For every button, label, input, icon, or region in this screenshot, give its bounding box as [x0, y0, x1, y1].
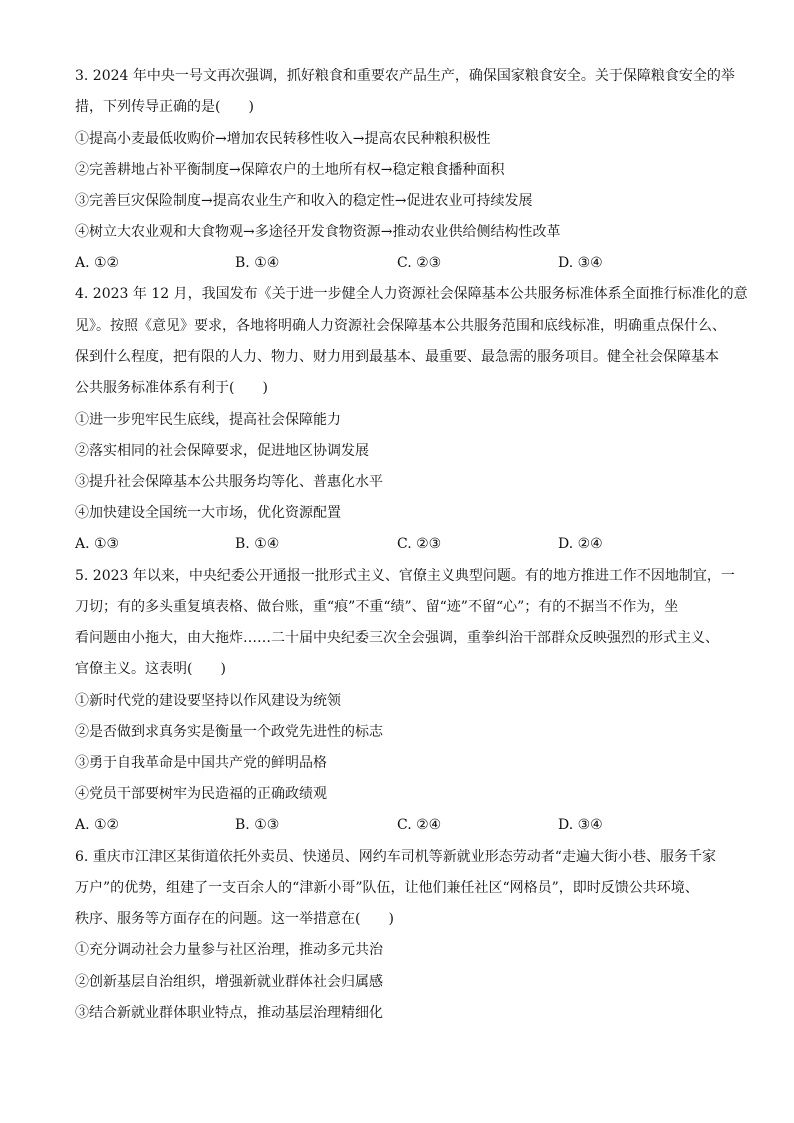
- choice-a: A. ①②: [75, 255, 120, 271]
- option-statement: ④党员干部要树牢为民造福的正确政绩观: [75, 786, 327, 802]
- question-stem-line: 看问题由小拖大，由大拖炸……二十届中央纪委三次全会强调，重拳纠治干部群众反映强烈的形式主义、: [75, 630, 719, 646]
- choice-c: C. ②④: [397, 817, 442, 833]
- choice-c: C. ②③: [397, 536, 442, 552]
- option-statement: ④树立大农业观和大食物观→多途径开发食物资源→推动农业供给侧结构性改革: [75, 224, 561, 240]
- option-statement: ②是否做到求真务实是衡量一个政党先进性的标志: [75, 724, 383, 740]
- option-statement: ③结合新就业群体职业特点，推动基层治理精细化: [75, 1005, 383, 1021]
- question-stem-line: 5. 2023 年以来，中央纪委公开通报一批形式主义、官僚主义典型问题。有的地方推进工作不因地制宜，一: [75, 568, 735, 584]
- question-stem-line: 4. 2023 年 12 月，我国发布《关于进一步健全人力资源社会保障基本公共服务标准体系全面推行标准化的意: [75, 286, 748, 302]
- answer-choices: [75, 534, 635, 554]
- choice-d: D. ③④: [558, 817, 603, 833]
- choice-b: B. ①③: [235, 817, 280, 833]
- answer-choices: [75, 253, 635, 273]
- question-stem-line: 见》。按照《意见》要求，各地将明确人力资源社会保障基本公共服务范围和底线标准，明确重点保什么、: [75, 318, 726, 334]
- choice-b: B. ①④: [235, 536, 280, 552]
- choice-d: D. ②④: [558, 536, 603, 552]
- question-stem-line: 刀切；有的多头重复填表格、做台账，重“痕”不重“绩”、留“迹”不留“心”；有的不据当不作为，坐: [75, 599, 679, 615]
- option-statement: ①进一步兜牢民生底线，提高社会保障能力: [75, 412, 341, 428]
- answer-choices: [75, 815, 635, 835]
- choice-a: A. ①②: [75, 817, 120, 833]
- question-stem-line: 3. 2024 年中央一号文再次强调，抓好粮食和重要农产品生产，确保国家粮食安全。关于保障粮食安全的举: [75, 68, 735, 84]
- question-stem-line: 6. 重庆市江津区某街道依托外卖员、快递员、网约车司机等新就业形态劳动者“走遍大街小巷、服务千家: [75, 849, 716, 865]
- option-statement: ②落实相同的社会保障要求，促进地区协调发展: [75, 443, 369, 459]
- question-stem-line: 公共服务标准体系有利于( ): [75, 380, 268, 396]
- question-stem-line: 措，下列传导正确的是( ): [75, 99, 254, 115]
- option-statement: ③勇于自我革命是中国共产党的鲜明品格: [75, 755, 327, 771]
- question-stem-line: 官僚主义。这表明( ): [75, 661, 226, 677]
- question-stem-line: 万户”的优势，组建了一支百余人的“津新小哥”队伍，让他们兼任社区“网格员”，即时反馈公共环境、: [75, 880, 699, 896]
- option-statement: ③完善巨灾保险制度→提高农业生产和收入的稳定性→促进农业可持续发展: [75, 193, 533, 209]
- option-statement: ③提升社会保障基本公共服务均等化、普惠化水平: [75, 474, 383, 490]
- question-stem-line: 保到什么程度，把有限的人力、物力、财力用到最基本、最重要、最急需的服务项目。健全社会保障基本: [75, 349, 719, 365]
- option-statement: ②创新基层自治组织，增强新就业群体社会归属感: [75, 974, 383, 990]
- option-statement: ④加快建设全国统一大市场，优化资源配置: [75, 505, 341, 521]
- question-stem-line: 秩序、服务等方面存在的问题。这一举措意在( ): [75, 911, 394, 927]
- option-statement: ②完善耕地占补平衡制度→保障农户的土地所有权→稳定粮食播种面积: [75, 162, 505, 178]
- choice-d: D. ③④: [558, 255, 603, 271]
- option-statement: ①提高小麦最低收购价→增加农民转移性收入→提高农民种粮积极性: [75, 131, 491, 147]
- choice-b: B. ①④: [235, 255, 280, 271]
- choice-c: C. ②③: [397, 255, 442, 271]
- option-statement: ①新时代党的建设要坚持以作风建设为统领: [75, 693, 341, 709]
- option-statement: ①充分调动社会力量参与社区治理，推动多元共治: [75, 942, 383, 958]
- choice-a: A. ①③: [75, 536, 120, 552]
